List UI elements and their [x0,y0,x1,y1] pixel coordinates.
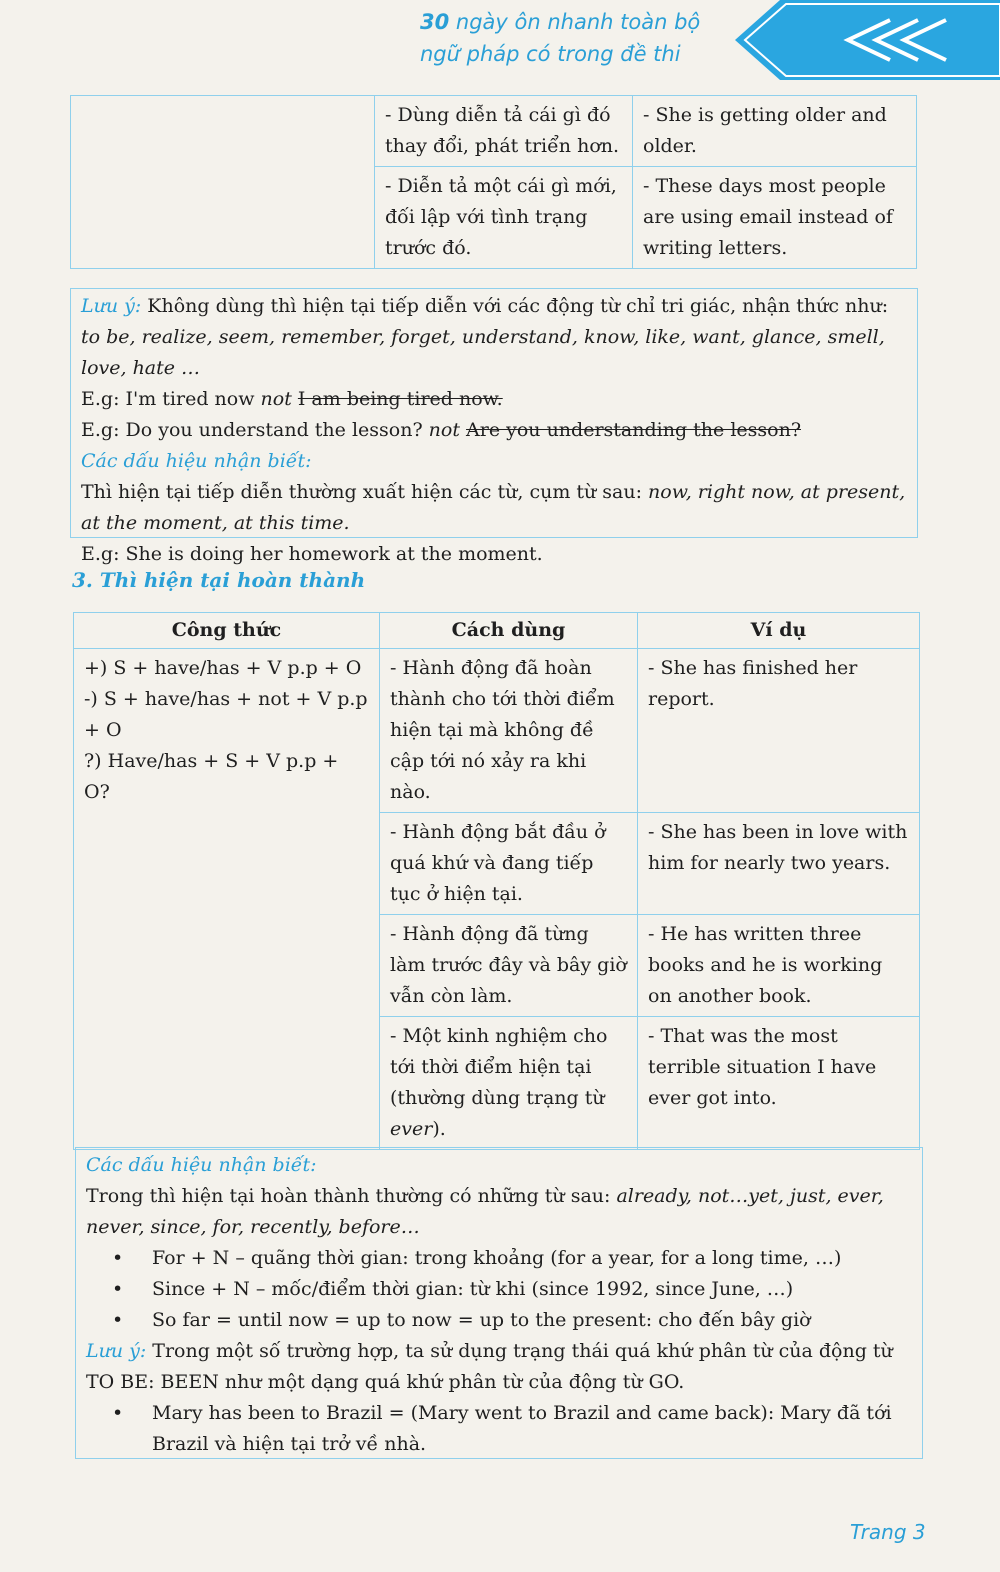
list-item: • Mary has been to Brazil = (Mary went to Brazil and came back): Mary đã tới Brazil và hiện tại trở về nhà. [152,1398,912,1460]
example-cell: - She has finished her report. [638,649,920,813]
note-label: Lưu ý: [81,295,142,317]
eg2-struck: Are you understanding the lesson? [466,419,801,441]
eg2-prefix: E.g: Do you understand the lesson? [81,419,429,441]
example-2 [81,415,907,446]
signs-list [86,1243,912,1336]
usage-cell: - Hành động bắt đầu ở quá khứ và đang tiếp tục ở hiện tại. [380,813,638,915]
header-line2: ngữ pháp có trong đề thi [420,42,681,66]
signs-words: already, not…yet, just, ever, never, since, for, recently, before… [86,1185,884,1238]
continuous-notes-box [70,288,918,565]
page-header-title [420,6,720,70]
usage-cell: - Dùng diễn tả cái gì đó thay đổi, phát triển hơn. [375,96,633,167]
eg1-prefix: E.g: I'm tired now [81,388,261,410]
note-verbs: to be, realize, seem, remember, forget, understand, know, like, want, glance, smell, love, hate … [81,326,885,379]
empty-formula-cell [71,96,375,269]
signs-label: Các dấu hiệu nhận biết: [81,450,312,472]
continuous-tense-table [70,95,917,269]
usage-cell [380,1017,638,1150]
note-text: Trong một số trường hợp, ta sử dụng trạng thái quá khứ phân từ của động từ TO BE: BEEN như một dạng quá khứ phân từ của động từ GO. [86,1340,893,1393]
eg1-not: not [260,388,292,410]
column-header: Ví dụ [638,613,920,649]
signs-label: Các dấu hiệu nhận biết: [86,1154,317,1176]
note-text: Không dùng thì hiện tại tiếp diễn với các động từ chỉ tri giác, nhận thức như: [141,295,889,317]
signs-text: Thì hiện tại tiếp diễn thường xuất hiện các từ, cụm từ sau: [81,481,649,503]
note-list [86,1398,912,1460]
present-perfect-notes-box [75,1147,923,1459]
header-number: 30 [420,10,450,34]
present-perfect-table [73,612,920,1150]
section-heading: 3. Thì hiện tại hoàn thành [72,568,366,592]
signs-paragraph [81,477,907,539]
formula-cell [74,649,380,1150]
note-paragraph [81,291,907,384]
example-cell: - He has written three books and he is working on another book. [638,915,920,1017]
column-header: Công thức [74,613,380,649]
list-item: • Since + N – mốc/điểm thời gian: từ khi (since 1992, since June, …) [152,1274,912,1305]
example-cell: - She is getting older and older. [633,96,917,167]
header-chevron-banner [730,0,1000,80]
eg2-not: not [428,419,460,441]
usage-italic: ever [390,1118,433,1140]
usage-end: ). [432,1118,446,1140]
usage-text: - Một kinh nghiệm cho tới thời điểm hiện tại (thường dùng trạng từ [390,1025,608,1109]
formula-negative: -) S + have/has + not + V p.p + O [84,688,368,741]
column-header: Cách dùng [380,613,638,649]
list-item: • So far = until now = up to now = up to the present: cho đến bây giờ [152,1305,912,1336]
table-row [74,649,920,813]
note-label: Lưu ý: [86,1340,147,1362]
header-line1: ngày ôn nhanh toàn bộ [449,10,701,34]
note-paragraph [86,1336,912,1398]
example-cell: - That was the most terrible situation I have ever got into. [638,1017,920,1150]
example-cell: - These days most people are using email instead of writing letters. [633,167,917,269]
formula-question: ?) Have/has + S + V p.p + O? [84,750,339,803]
usage-cell: - Hành động đã từng làm trước đây và bây giờ vẫn còn làm. [380,915,638,1017]
formula-positive: +) S + have/has + V p.p + O [84,657,362,679]
table-header-row [74,613,920,649]
signs-words: now, right now, at present, at the moment, at this time. [81,481,906,534]
signs-paragraph [86,1181,912,1243]
eg1-struck: I am being tired now. [297,388,503,410]
example-3: E.g: She is doing her homework at the moment. [81,543,543,565]
usage-cell: - Hành động đã hoàn thành cho tới thời điểm hiện tại mà không đề cập tới nó xảy ra khi nào. [380,649,638,813]
usage-cell: - Diễn tả một cái gì mới, đối lập với tình trạng trước đó. [375,167,633,269]
table-row [71,96,917,167]
page-number: Trang 3 [850,1520,926,1544]
signs-text: Trong thì hiện tại hoàn thành thường có những từ sau: [86,1185,617,1207]
example-cell: - She has been in love with him for nearly two years. [638,813,920,915]
list-item: • For + N – quãng thời gian: trong khoảng (for a year, for a long time, …) [152,1243,912,1274]
example-1 [81,384,907,415]
